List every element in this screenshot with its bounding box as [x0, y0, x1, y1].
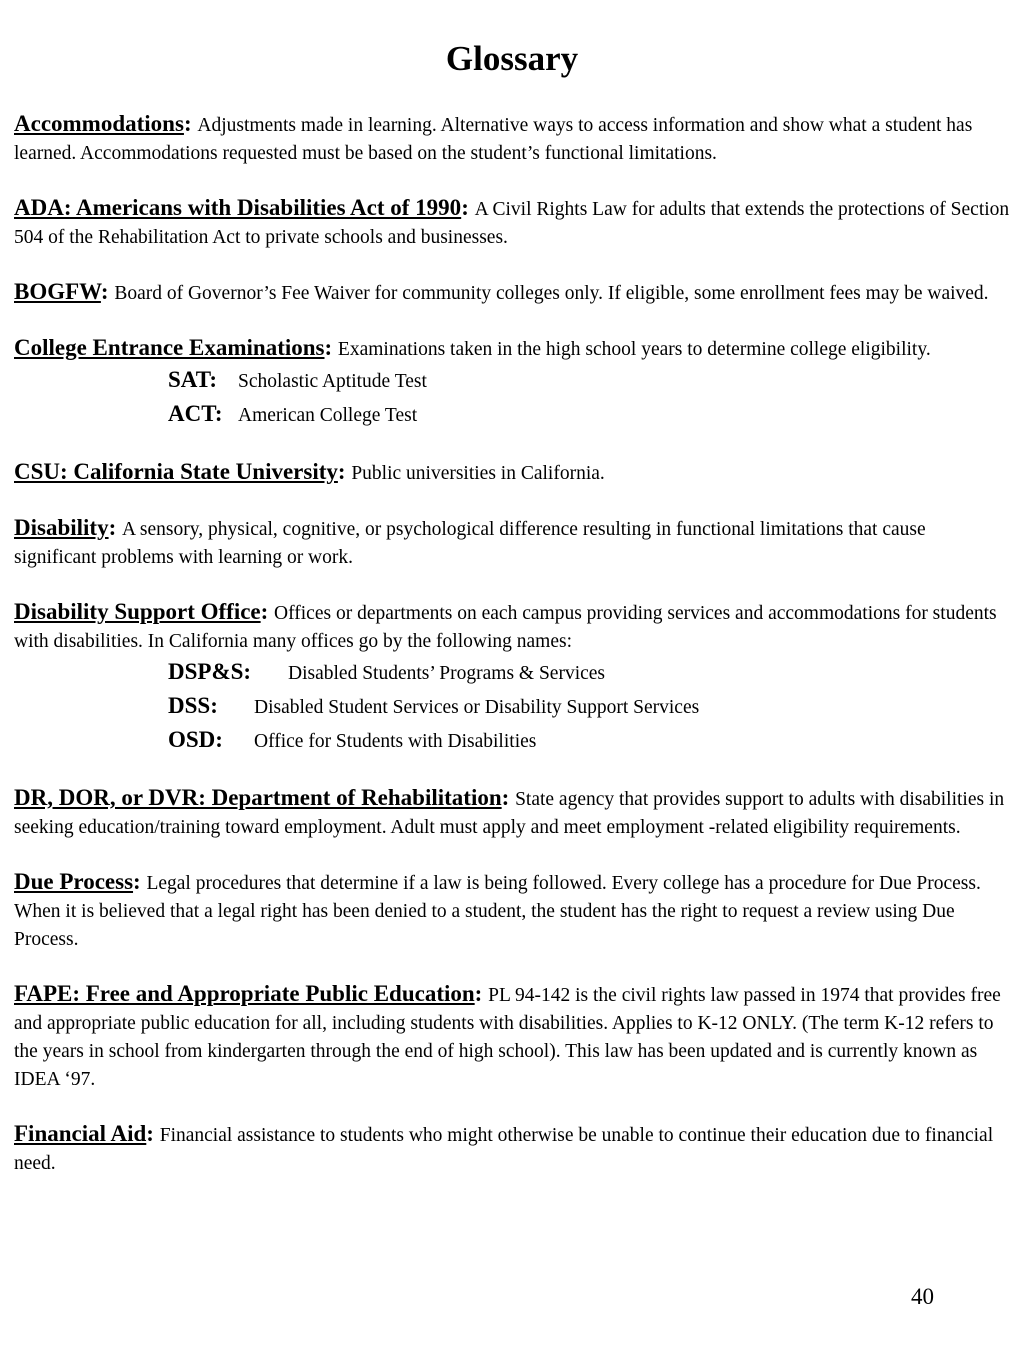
sub-expansion: Disabled Students’ Programs & Services — [288, 663, 606, 684]
glossary-definition: Adjustments made in learning. Alternative ways to access information and show what a student has learned. Accommodations requested must be based on the student’s functional limitations. — [14, 115, 973, 164]
sub-expansion: American College Test — [238, 405, 418, 426]
glossary-definition: PL 94-142 is the civil rights law passed in 1974 that provides free and appropriate public education for all, including students with disabilities. Applies to K-12 ONLY. (The term K-12 refers to the years in school from kindergarten through the end of high school). This law has been updated and is currently known as IDEA ‘97. — [14, 985, 1001, 1090]
sub-expansion: Disabled Student Services or Disability Support Services — [254, 697, 700, 718]
glossary-term: Due Process — [14, 869, 134, 894]
glossary-term: Disability — [14, 515, 109, 540]
glossary-definition: State agency that provides support to adults with disabilities in seeking education/training toward employment. Adult must apply and meet employment -related eligibility requirements. — [14, 789, 1005, 838]
glossary-definition: Board of Governor’s Fee Waiver for community colleges only. If eligible, some enrollment fees may be waived. — [114, 283, 989, 304]
glossary-definition: Legal procedures that determine if a law is being followed. Every college has a procedure for Due Process. When it is believed that a legal right has been denied to a student, the student has the right to request a review using Due Process. — [14, 873, 981, 950]
glossary-entry: DR, DOR, or DVR: Department of Rehabilitation: State agency that provides support to adults with disabilities in seeking education/training toward employment. Adult must apply and meet employment -related eligibility requirements. — [14, 785, 1005, 838]
glossary-entry: College Entrance Examinations: Examinations taken in the high school years to determine college eligibility. SAT: Scholastic Aptitude Test ACT: American College Test — [14, 334, 1010, 432]
glossary-entry: BOGFW: Board of Governor’s Fee Waiver for community colleges only. If eligible, some enrollment fees may be waived. — [14, 279, 989, 304]
glossary-term: FAPE: Free and Appropriate Public Education — [14, 981, 475, 1006]
glossary-term: DR, DOR, or DVR: Department of Rehabilitation — [14, 785, 502, 810]
glossary-entry: Due Process: Legal procedures that determine if a law is being followed. Every college has a procedure for Due Process. When it is believed that a legal right has been denied to a student, the student has the right to request a review using Due Process. — [14, 869, 981, 950]
sub-entry — [168, 398, 1010, 432]
sub-expansion: Office for Students with Disabilities — [254, 731, 537, 752]
glossary-entry: ADA: Americans with Disabilities Act of 1990: A Civil Rights Law for adults that extends the protections of Section 504 of the Rehabilitation Act to private schools and businesses. — [14, 195, 1010, 248]
glossary-definition: Offices or departments on each campus providing services and accommodations for students with disabilities. In California many offices go by the following names: — [14, 603, 997, 652]
glossary-entry: FAPE: Free and Appropriate Public Education: PL 94-142 is the civil rights law passed in 1974 that provides free and appropriate public education for all, including students with disabilities. Applies to K-12 ONLY. (The term K-12 refers to the years in school from kindergarten through the end of high school). This law has been updated and is currently known as IDEA ‘97. — [14, 981, 1001, 1090]
glossary-term: ADA: Americans with Disabilities Act of 1990 — [14, 195, 462, 220]
glossary-entry: Disability Support Office: Offices or departments on each campus providing services and accommodations for students with disabilities. In California many offices go by the following names: DSP&S: Disabled Students’ Programs & Services DSS: Disabled Student Services or Disability Support Services OSD: Office for Students with Disabilities — [14, 598, 1010, 758]
sub-abbreviation: SAT: — [168, 367, 217, 392]
glossary-entries — [14, 110, 1010, 1178]
sub-abbreviation: DSS: — [168, 693, 218, 718]
glossary-term: CSU: California State University — [14, 459, 338, 484]
sub-entry — [168, 724, 1010, 758]
glossary-term: Disability Support Office — [14, 599, 261, 624]
glossary-entry: Financial Aid: Financial assistance to students who might otherwise be unable to continue their education due to financial need. — [14, 1121, 994, 1174]
glossary-definition: Financial assistance to students who might otherwise be unable to continue their education due to financial need. — [14, 1125, 994, 1174]
sub-entry — [168, 656, 1010, 690]
glossary-term: Accommodations — [14, 111, 184, 136]
glossary-page — [14, 0, 1010, 1204]
glossary-entry: Accommodations: Adjustments made in learning. Alternative ways to access information and show what a student has learned. Accommodations requested must be based on the student’s functional limitations. — [14, 111, 973, 164]
page-title: Glossary — [445, 39, 579, 78]
glossary-definition: A sensory, physical, cognitive, or psychological difference resulting in functional limitations that cause significant problems with learning or work. — [14, 519, 926, 568]
glossary-definition: Public universities in California. — [351, 463, 605, 484]
sub-expansion: Scholastic Aptitude Test — [238, 371, 427, 392]
sub-entry — [168, 364, 1010, 398]
glossary-definition: A Civil Rights Law for adults that extends the protections of Section 504 of the Rehabilitation Act to private schools and businesses. — [14, 199, 1010, 248]
glossary-entry: Disability: A sensory, physical, cognitive, or psychological difference resulting in functional limitations that cause significant problems with learning or work. — [14, 515, 926, 568]
sub-entry — [168, 690, 1010, 724]
page-number: 40 — [911, 1284, 934, 1309]
glossary-definition: Examinations taken in the high school years to determine college eligibility. — [337, 339, 931, 360]
glossary-term: BOGFW — [14, 279, 101, 304]
glossary-term: Financial Aid — [14, 1121, 147, 1146]
sub-abbreviation: OSD: — [168, 727, 223, 752]
sub-abbreviation: DSP&S: — [168, 659, 252, 684]
glossary-entry: CSU: California State University: Public universities in California. — [14, 459, 605, 484]
glossary-term: College Entrance Examinations — [14, 335, 325, 360]
sub-abbreviation: ACT: — [168, 401, 223, 426]
